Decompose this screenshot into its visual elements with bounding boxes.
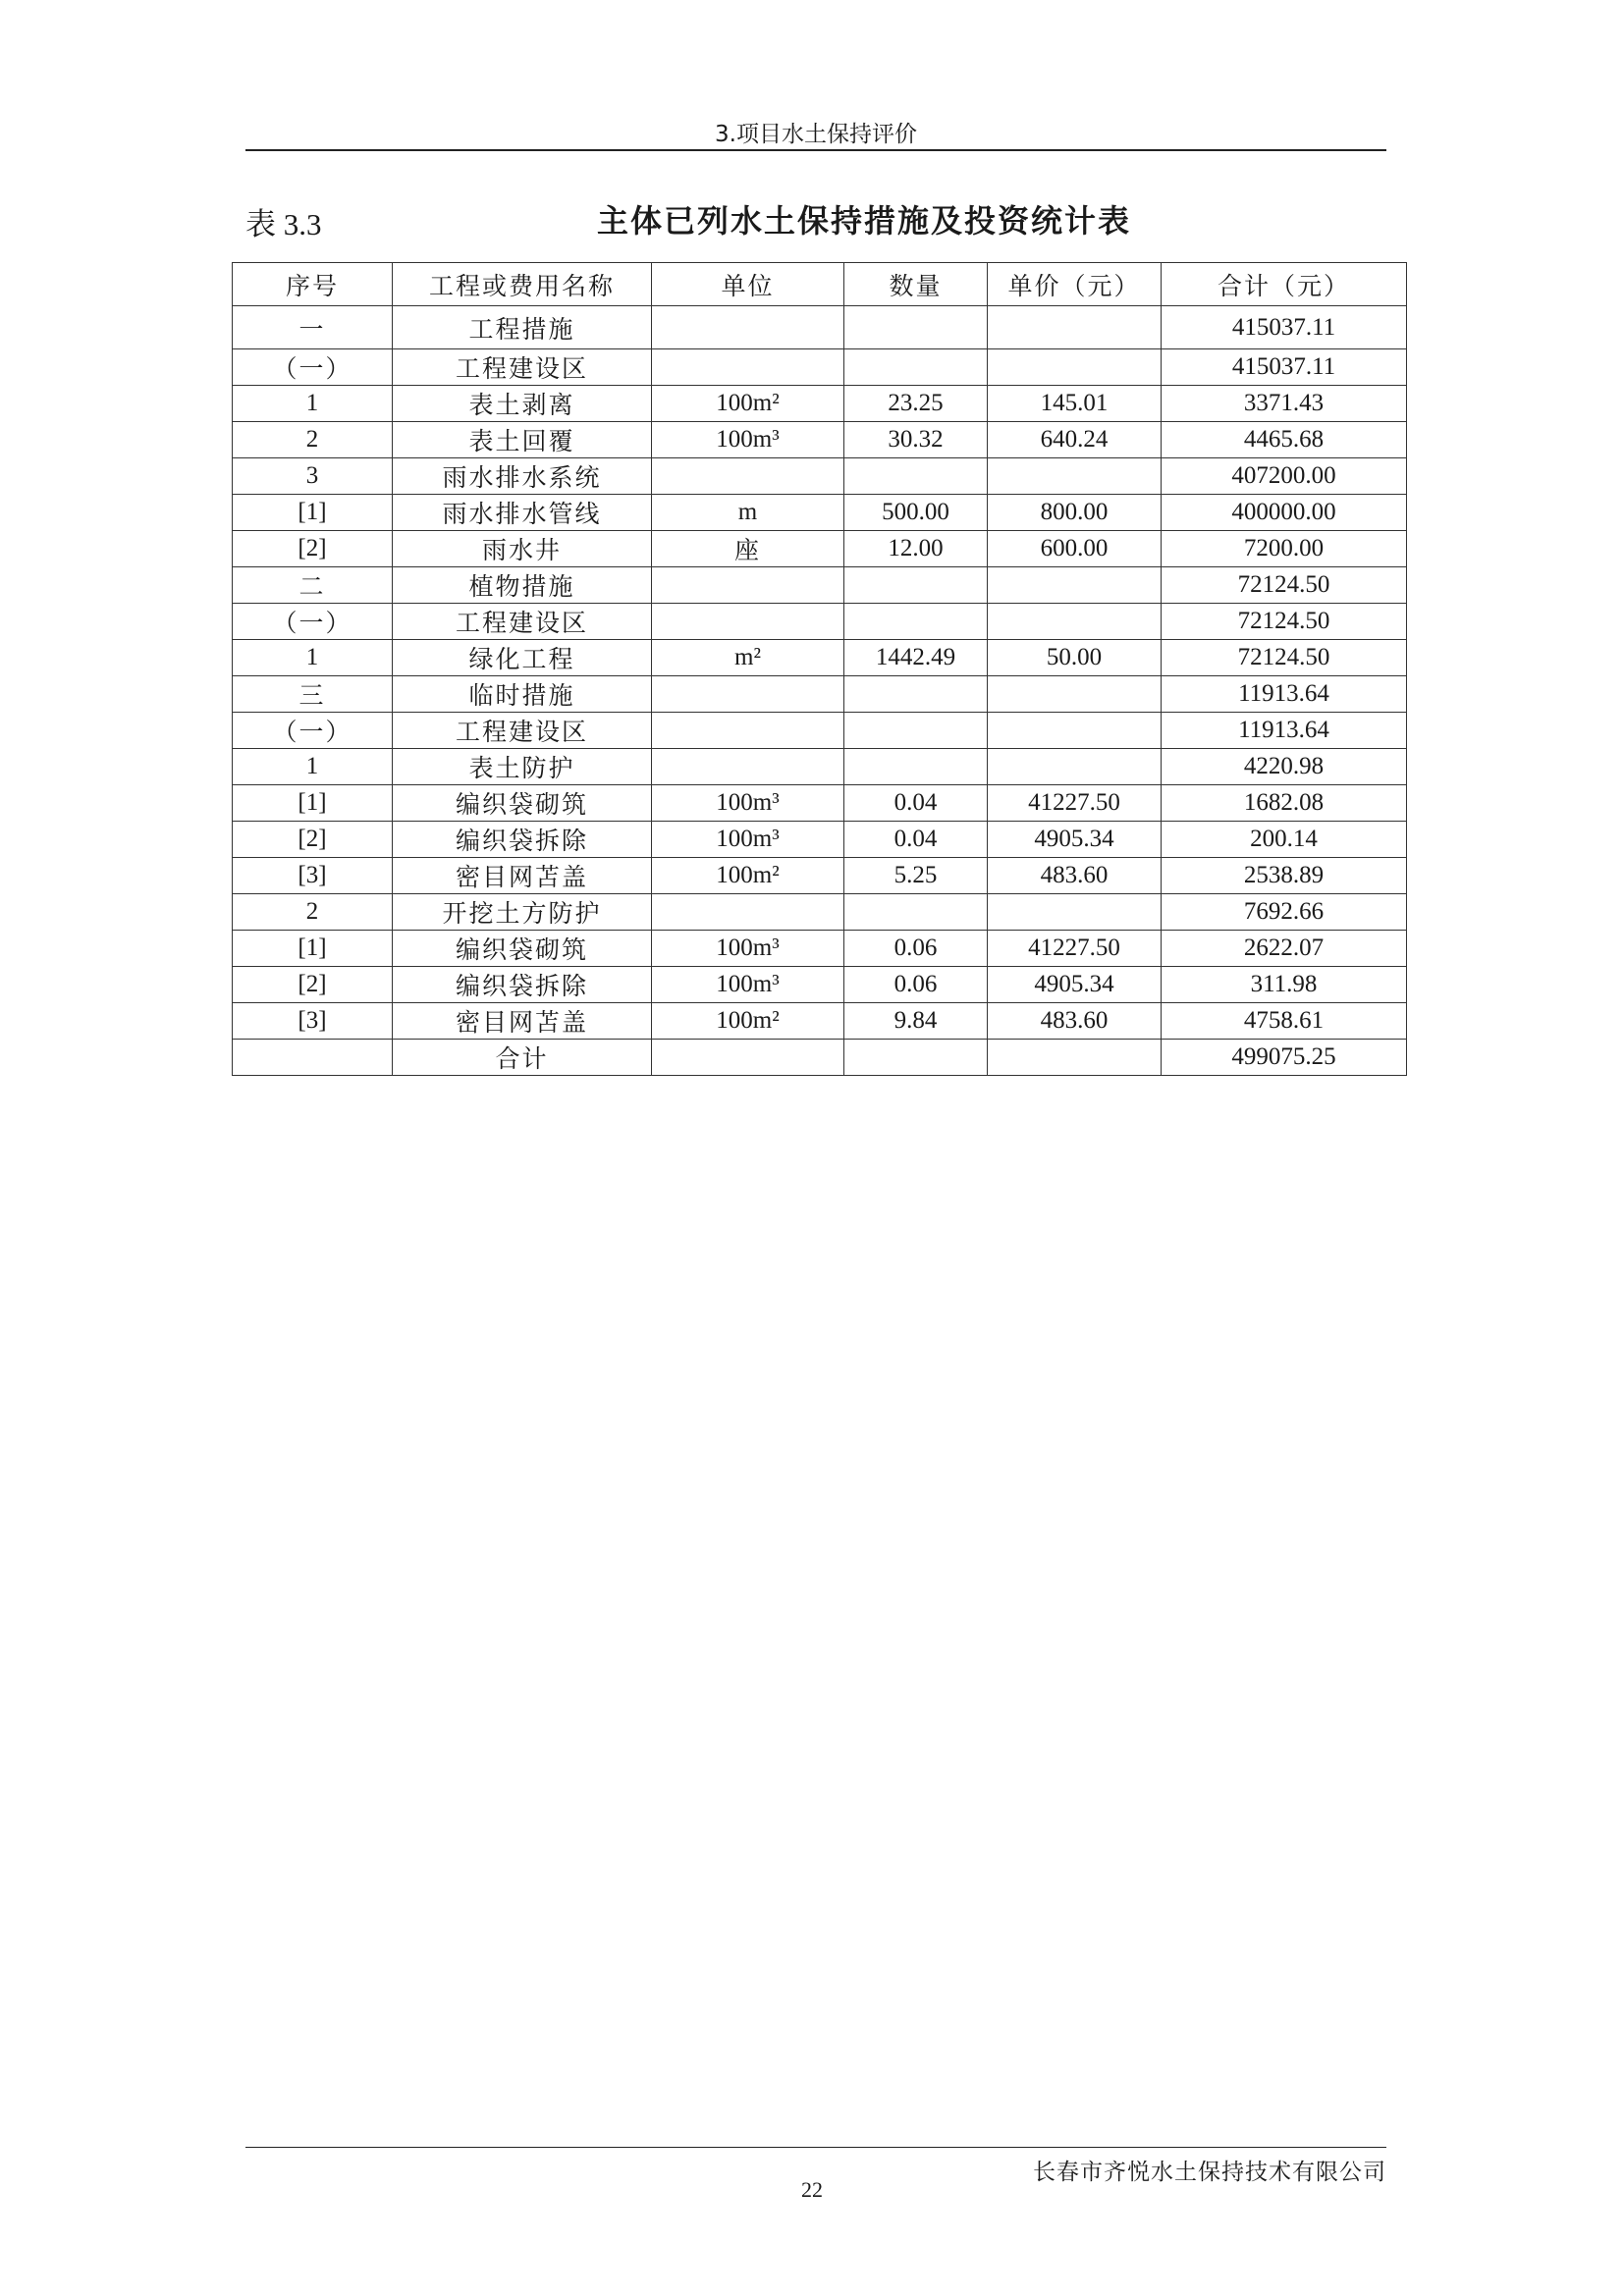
cell-unit [652,306,844,349]
cell-item-name: 雨水排水管线 [393,495,652,531]
cell-unit [652,1040,844,1076]
cell-item-name: 编织袋拆除 [393,967,652,1003]
cell-quantity [844,749,988,785]
cell-serial: 1 [233,386,393,422]
table-row [233,822,1407,858]
cell-unit: 100m³ [652,931,844,967]
cell-item-name: 工程措施 [393,306,652,349]
cell-unit: 100m³ [652,422,844,458]
investment-table [232,262,1407,1076]
cell-quantity: 30.32 [844,422,988,458]
cell-unit-price: 483.60 [988,858,1162,894]
cell-quantity: 12.00 [844,531,988,567]
cell-unit: 座 [652,531,844,567]
column-header-serial: 序号 [233,263,393,306]
cell-total: 1682.08 [1162,785,1407,822]
footer-divider [245,2147,1386,2148]
table-row [233,676,1407,713]
cell-serial: 2 [233,422,393,458]
cell-total: 3371.43 [1162,386,1407,422]
cell-quantity [844,676,988,713]
cell-quantity: 0.04 [844,822,988,858]
table-row [233,567,1407,604]
table-row [233,967,1407,1003]
cell-unit-price [988,306,1162,349]
table-header-row [233,263,1407,306]
table-title: 主体已列水土保持措施及投资统计表 [596,202,1131,240]
table-label: 表 3.3 [245,207,322,241]
cell-item-name: 雨水排水系统 [393,458,652,495]
cell-serial: 一 [233,306,393,349]
table-row [233,640,1407,676]
cell-serial: （一） [233,604,393,640]
table-row [233,349,1407,386]
cell-unit-price: 640.24 [988,422,1162,458]
cell-total: 72124.50 [1162,640,1407,676]
cell-serial: 1 [233,640,393,676]
cell-total: 11913.64 [1162,713,1407,749]
table-row [233,894,1407,931]
cell-total: 407200.00 [1162,458,1407,495]
cell-total: 499075.25 [1162,1040,1407,1076]
cell-unit [652,676,844,713]
cell-unit-price: 41227.50 [988,931,1162,967]
table-row [233,858,1407,894]
table-row [233,531,1407,567]
cell-item-name: 表土回覆 [393,422,652,458]
cell-unit-price: 600.00 [988,531,1162,567]
cell-unit [652,349,844,386]
cell-unit-price [988,713,1162,749]
header-divider [245,149,1386,151]
cell-item-name: 开挖土方防护 [393,894,652,931]
table-row [233,749,1407,785]
cell-item-name: 植物措施 [393,567,652,604]
table-row [233,604,1407,640]
cell-total: 415037.11 [1162,349,1407,386]
cell-serial: 三 [233,676,393,713]
cell-item-name: 工程建设区 [393,604,652,640]
cell-unit: 100m² [652,858,844,894]
table-row [233,386,1407,422]
table-row [233,713,1407,749]
table-row [233,495,1407,531]
cell-unit: m [652,495,844,531]
cell-unit-price [988,349,1162,386]
cell-unit-price: 4905.34 [988,822,1162,858]
cell-unit: 100m³ [652,822,844,858]
table-row [233,1040,1407,1076]
cell-quantity: 0.04 [844,785,988,822]
cell-quantity [844,604,988,640]
table-body [233,306,1407,1076]
cell-serial: [2] [233,967,393,1003]
cell-serial: [1] [233,495,393,531]
cell-serial: [3] [233,858,393,894]
cell-unit [652,567,844,604]
table-row [233,1003,1407,1040]
cell-quantity [844,306,988,349]
cell-quantity: 23.25 [844,386,988,422]
cell-total: 4220.98 [1162,749,1407,785]
cell-serial: [1] [233,931,393,967]
cell-serial: 1 [233,749,393,785]
cell-serial: [3] [233,1003,393,1040]
cell-unit [652,894,844,931]
cell-total: 4465.68 [1162,422,1407,458]
cell-item-name: 表土防护 [393,749,652,785]
cell-unit-price: 145.01 [988,386,1162,422]
page-number: 22 [801,2177,823,2202]
cell-quantity [844,894,988,931]
table-row [233,422,1407,458]
column-header-total: 合计（元） [1162,263,1407,306]
cell-serial: [1] [233,785,393,822]
cell-unit: 100m³ [652,785,844,822]
cell-quantity [844,713,988,749]
cell-item-name: 合计 [393,1040,652,1076]
cell-item-name: 编织袋砌筑 [393,785,652,822]
cell-unit-price [988,749,1162,785]
cell-item-name: 表土剥离 [393,386,652,422]
cell-item-name: 编织袋拆除 [393,822,652,858]
cell-total: 72124.50 [1162,604,1407,640]
cell-quantity: 9.84 [844,1003,988,1040]
cell-item-name: 编织袋砌筑 [393,931,652,967]
cell-item-name: 雨水井 [393,531,652,567]
cell-serial: [2] [233,531,393,567]
cell-serial: 2 [233,894,393,931]
cell-total: 4758.61 [1162,1003,1407,1040]
cell-unit: 100m³ [652,967,844,1003]
cell-quantity: 5.25 [844,858,988,894]
cell-unit-price [988,894,1162,931]
cell-quantity [844,567,988,604]
table-row [233,306,1407,349]
cell-total: 2622.07 [1162,931,1407,967]
cell-unit [652,458,844,495]
cell-total: 7200.00 [1162,531,1407,567]
cell-item-name: 工程建设区 [393,713,652,749]
cell-unit: m² [652,640,844,676]
cell-quantity [844,458,988,495]
cell-unit-price: 4905.34 [988,967,1162,1003]
cell-quantity [844,349,988,386]
table-row [233,931,1407,967]
cell-quantity: 500.00 [844,495,988,531]
cell-unit-price: 800.00 [988,495,1162,531]
cell-serial: 二 [233,567,393,604]
column-header-unit: 单位 [652,263,844,306]
cell-unit-price [988,567,1162,604]
cell-total: 200.14 [1162,822,1407,858]
cell-quantity: 0.06 [844,931,988,967]
cell-total: 415037.11 [1162,306,1407,349]
cell-quantity: 1442.49 [844,640,988,676]
cell-total: 72124.50 [1162,567,1407,604]
cell-item-name: 绿化工程 [393,640,652,676]
cell-unit-price: 50.00 [988,640,1162,676]
cell-unit: 100m² [652,386,844,422]
company-name: 长春市齐悦水土保持技术有限公司 [1033,2160,1386,2185]
column-header-unit-price: 单价（元） [988,263,1162,306]
cell-unit-price [988,604,1162,640]
cell-item-name: 密目网苫盖 [393,858,652,894]
cell-total: 311.98 [1162,967,1407,1003]
cell-unit: 100m² [652,1003,844,1040]
column-header-quantity: 数量 [844,263,988,306]
cell-serial [233,1040,393,1076]
cell-total: 11913.64 [1162,676,1407,713]
cell-total: 400000.00 [1162,495,1407,531]
table-row [233,785,1407,822]
cell-item-name: 密目网苫盖 [393,1003,652,1040]
cell-item-name: 工程建设区 [393,349,652,386]
cell-unit-price: 41227.50 [988,785,1162,822]
cell-item-name: 临时措施 [393,676,652,713]
cell-unit [652,604,844,640]
cell-serial: [2] [233,822,393,858]
cell-quantity [844,1040,988,1076]
column-header-item-name: 工程或费用名称 [393,263,652,306]
cell-unit [652,749,844,785]
cell-serial: （一） [233,713,393,749]
cell-total: 7692.66 [1162,894,1407,931]
section-header-title: 3.项目水土保持评价 [715,122,917,147]
cell-unit-price: 483.60 [988,1003,1162,1040]
cell-unit-price [988,1040,1162,1076]
table-row [233,458,1407,495]
cell-serial: （一） [233,349,393,386]
cell-quantity: 0.06 [844,967,988,1003]
cell-total: 2538.89 [1162,858,1407,894]
cell-serial: 3 [233,458,393,495]
cell-unit-price [988,676,1162,713]
cell-unit [652,713,844,749]
cell-unit-price [988,458,1162,495]
